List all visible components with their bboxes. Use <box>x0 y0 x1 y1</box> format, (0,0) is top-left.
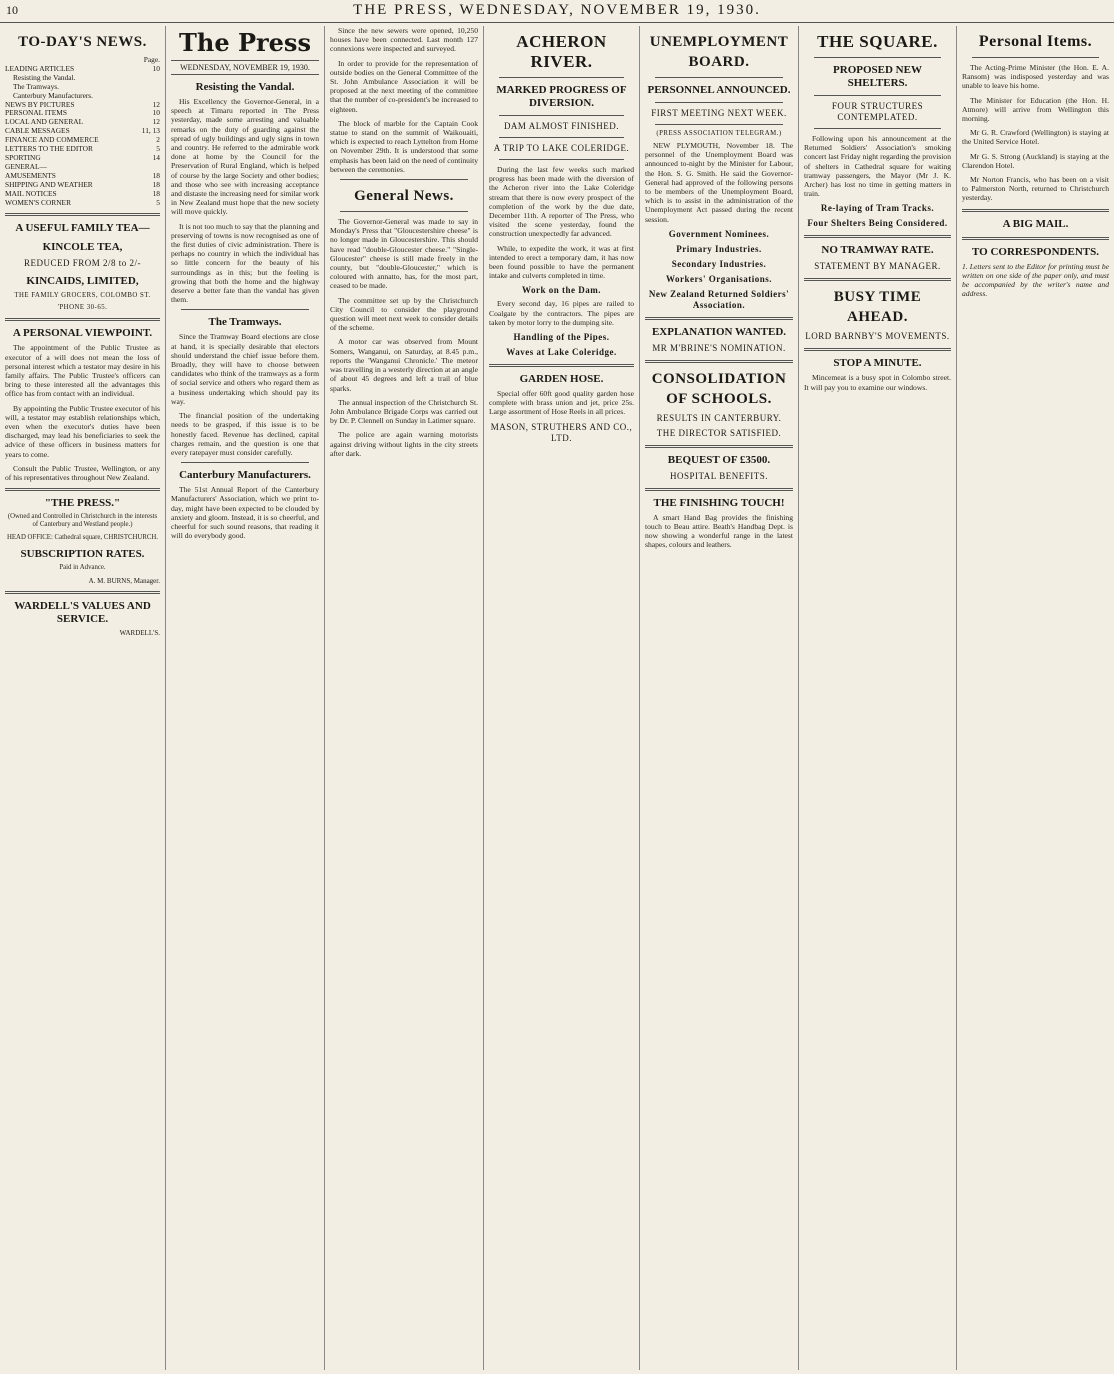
consolidation-heading: CONSOLIDATION OF SCHOOLS. <box>651 370 787 407</box>
bequest-heading: BEQUEST OF £3500. <box>667 453 771 466</box>
column-personal <box>957 26 1114 1370</box>
subscription-title: SUBSCRIPTION RATES. <box>20 548 145 561</box>
acheron-heading: ACHERON RIVER. <box>516 32 607 71</box>
news-paragraph: Since the new sewers were opened, 10,250 houses have been connected. Last month 127 connexions were inspected and surveyed. <box>330 26 478 54</box>
ad-tea-address: THE FAMILY GROCERS, COLOMBO ST. <box>14 292 151 300</box>
page-header <box>0 0 1114 23</box>
viewpoint-consult: Consult the Public Trustee, Wellington, or any of his representatives throughout New Zealand. <box>5 463 160 483</box>
member-group: Secondary Industries. <box>671 258 767 269</box>
personal-paragraph: Mr G. S. Strong (Auckland) is staying at the Clarendon Hotel. <box>962 151 1109 170</box>
page-label: Page. <box>143 55 160 64</box>
news-index <box>5 65 160 208</box>
garden-hose-text: Special offer 60ft good quality garden hose complete with brass union and jet, price 25s. Large assortment of Hose Reels in all prices. <box>489 389 634 417</box>
subscription-sign: A. M. BURNS, Manager. <box>88 577 160 586</box>
index-entry-label: WOMEN'S CORNER <box>5 197 72 207</box>
news-paragraph: A motor car was observed from Mount Somers, Wanganui, on Saturday, at 8.45 p.m., reports the 'Wanganui Chronicle.' The meteor was travelling in a westerly direction at an angle of about 45 degrees and left a trail of blue sparks. <box>330 337 478 393</box>
consolidation-subheading: RESULTS IN CANTERBURY. <box>656 412 782 423</box>
finishing-touch-text: A smart Hand Bag provides the finishing touch to Beau attire. Beath's Handbag Dept. is now showing a wonderful range in the latest shapes, colours and leathers. <box>645 512 793 550</box>
index-entry <box>5 199 160 208</box>
index-entry-page: 11, 13 <box>141 126 160 136</box>
column-general-news <box>325 26 483 1370</box>
press-owned: (Owned and Controlled in Christchurch in the interests of Canterbury and Westland people.) <box>7 513 158 529</box>
mbrine-heading: MR M'BRINE'S NOMINATION. <box>652 342 786 353</box>
acheron-subheading-2: DAM ALMOST FINISHED. <box>503 121 620 131</box>
index-entry-label: LEADING ARTICLES <box>5 63 75 73</box>
column-index <box>0 26 165 1370</box>
tramways-paragraph: The financial position of the undertaking needs to be grasped, if this issue is to be honestly faced. Revenue has declined, capital charges remain, and the question is one that every ratepayer must consider carefully. <box>171 411 319 457</box>
acheron-paragraph: While, to expedite the work, it was at first intended to erect a temporary dam, it has now been found possible to have the permanent intake and culverts completed in time. <box>489 243 634 281</box>
member-group: Primary Industries. <box>676 243 762 254</box>
index-entry-label: CABLE MESSAGES <box>5 126 70 136</box>
viewpoint-body-2: By appointing the Public Trustee executor of his will, a testator may establish relationships which, even when the executor's duties have been discharged, may lead his beneficiaries to seek the advice of these officers in business matters for years to come. <box>5 403 161 459</box>
canterbury-heading: Canterbury Manufacturers. <box>179 469 311 482</box>
index-entry-page: 18 <box>152 170 160 180</box>
vandal-paragraph: It is not too much to say that the planning and preserving of towns is now recognised as one of the first duties of civic administration. There is perhaps no country in which the individual has so little concern for the beauty of his surroundings as in this; but the feeling is growing that both the home and the highway deserve a better fate than the vandal has given them. <box>171 221 319 305</box>
ad-tea-price: REDUCED FROM 2/8 to 2/- <box>23 258 141 269</box>
todays-news-heading: TO-DAY'S NEWS. <box>18 34 147 50</box>
ad-tea-company: KINCAIDS, LIMITED, <box>26 275 139 288</box>
masthead: The Press <box>179 28 311 57</box>
column-square <box>799 26 956 1370</box>
index-entry-label: SHIPPING AND WEATHER <box>5 179 93 189</box>
canterbury-paragraph: The 51st Annual Report of the Canterbury Manufacturers' Association, which we print to-day, might have been expected to be clouded by anxiety and gloom. Instead, it is so cheerful, and cheerful for such sound reasons, that reading it will do everybody good. <box>171 485 319 541</box>
member-group: Government Nominees. <box>668 228 770 239</box>
index-entry-label: MAIL NOTICES <box>5 188 57 198</box>
subscription-note: Paid in Advance. <box>59 564 106 572</box>
index-entry-page: 18 <box>152 179 160 189</box>
index-entry-label: Canterbury Manufacturers. <box>13 90 94 100</box>
wardell-title: WARDELL'S VALUES AND SERVICE. <box>14 600 151 626</box>
acheron-subheading-3: A TRIP TO LAKE COLERIDGE. <box>493 143 630 153</box>
acheron-subheading: MARKED PROGRESS OF DIVERSION. <box>496 84 627 109</box>
index-entry-label: NEWS BY PICTURES <box>5 99 75 109</box>
square-subheading-2: FOUR STRUCTURES CONTEMPLATED. <box>831 101 924 122</box>
viewpoint-body: The appointment of the Public Trustee as executor of a will does not mean the loss of personal interest which a testator may desire in his family affairs. The Public Trustee's officers can bring to these interested all the advantages this office has from contact with an individual. <box>5 343 160 399</box>
index-entry-page: 2 <box>156 135 160 145</box>
index-entry-label: GENERAL— <box>5 161 47 171</box>
news-paragraph: The committee set up by the Christchurch City Council to consider the playground question will meet next week to consider details of the scheme. <box>330 295 478 333</box>
big-mail-heading: A BIG MAIL. <box>1002 217 1069 230</box>
index-entry-page: 5 <box>156 197 160 207</box>
waves-heading: Waves at Lake Coleridge. <box>506 347 617 358</box>
column-unemployment <box>640 26 798 1370</box>
index-entry-label: Resisting the Vandal. <box>13 72 76 82</box>
explanation-heading: EXPLANATION WANTED. <box>651 325 787 338</box>
column-acheron <box>484 26 639 1370</box>
index-entry-page: 10 <box>152 108 160 118</box>
index-entry-label: LETTERS TO THE EDITOR <box>5 144 93 154</box>
busy-time-subheading: LORD BARNBY'S MOVEMENTS. <box>805 331 950 342</box>
tramways-paragraph: Since the Tramway Board elections are close at hand, it is specially desirable that electors should understand the chief issue before them. Broadly, they will have to choose between candidates who think of the tramways as a form of social service and others who regard them as a business undertaking which should pay its way. <box>171 332 319 406</box>
vandal-heading: Resisting the Vandal. <box>195 81 295 93</box>
index-entry-page: 18 <box>152 188 160 198</box>
news-paragraph: In order to provide for the representation of outside bodies on the General Committee of the St. John Ambulance Association it will be proposed at the next meeting of the committee that the number of co-president's be increased to eighteen. <box>330 58 478 114</box>
work-on-dam-heading: Work on the Dam. <box>521 285 601 296</box>
ad-tea-title: A USEFUL FAMILY TEA— <box>15 222 150 235</box>
index-entry-page: 10 <box>152 63 160 73</box>
square-paragraph: Following upon his announcement at the Returned Soldiers' Association's smoking concert last Friday night regarding the provision of shelters in Cathedral square for waiting tramway passengers, the Mayor (Mr J. K. Archer) has lost no time in getting matters in train. <box>804 134 951 199</box>
relaying-heading: Re-laying of Tram Tracks. <box>820 203 935 214</box>
news-paragraph: The Governor-General was made to say in Monday's Press that "Gloucestershire cheese" is no longer made in Gloucestershire. This should have read "double-Gloucester cheese." "Single-Gloucester" cheese is still made freely in the county, but "double-Gloucester," which is coloured with annatto, has, for the most part, ceased to be made. <box>330 217 478 291</box>
index-entry-label: AMUSEMENTS <box>5 170 56 180</box>
handling-pipes-heading: Handling of the Pipes. <box>513 332 610 343</box>
press-office: HEAD OFFICE: Cathedral square, CHRISTCHURCH. <box>6 534 159 542</box>
unemployment-subheading: PERSONNEL ANNOUNCED. <box>647 84 791 96</box>
correspondents-heading: TO CORRESPONDENTS. <box>972 245 1099 258</box>
ad-tea-name: KINCOLE TEA, <box>42 241 123 254</box>
personal-paragraph: The Minister for Education (the Hon. H. Atmore) will arrive from Wellington this morning. <box>962 95 1109 124</box>
member-group: Workers' Organisations. <box>665 273 772 284</box>
general-news-heading: General News. <box>354 188 454 205</box>
garden-hose-company: MASON, STRUTHERS AND CO., LTD. <box>490 421 633 443</box>
index-entry-label: The Tramways. <box>13 81 59 91</box>
acheron-paragraph: Every second day, 16 pipes are railed to Coalgate by the contractors. The pipes are taken by motor lorry to the dumping site. <box>489 299 634 327</box>
unemployment-subheading-2: FIRST MEETING NEXT WEEK. <box>651 108 787 118</box>
personal-items-heading: Personal Items. <box>978 33 1093 50</box>
editorial-date: WEDNESDAY, NOVEMBER 19, 1930. <box>171 60 319 75</box>
consolidation-subheading-2: THE DIRECTOR SATISFIED. <box>656 427 782 438</box>
personal-paragraph: Mr G. R. Crawford (Wellington) is staying at the United Service Hotel. <box>962 128 1109 147</box>
page-number: 10 <box>6 3 18 17</box>
correspondents-text: 1. Letters sent to the Editor for printing must be written on one side of the paper only, and must be accompanied by the writer's name and address. <box>962 261 1109 299</box>
bequest-subheading: HOSPITAL BENEFITS. <box>670 470 768 481</box>
index-entry-page: 12 <box>152 99 160 109</box>
viewpoint-title: A PERSONAL VIEWPOINT. <box>12 327 153 340</box>
member-group: New Zealand Returned Soldiers' Association. <box>648 288 790 310</box>
index-entry-page: 5 <box>156 144 160 154</box>
wardell-sign: WARDELL'S. <box>119 629 160 638</box>
personal-paragraph: The Acting-Prime Minister (the Hon. E. A. Ransom) was indisposed yesterday and was unable to leave his home. <box>962 63 1109 91</box>
acheron-paragraph: During the last few weeks such marked progress has been made with the diversion of the Acheron river into the Lake Coleridge stream that there is now every prospect of the completion of the work by the due date, December 11th. A reporter of The Press, who visited the scene yesterday, found the construction unexpectedly far advanced. <box>489 165 634 239</box>
garden-hose-heading: GARDEN HOSE. <box>519 373 604 386</box>
press-title: "THE PRESS." <box>44 497 121 510</box>
vandal-paragraph: His Excellency the Governor-General, in a speech at Timaru reported in The Press yesterday, made some arresting and valuable remarks on the duty of guarding against the spread of ugly buildings and ugly signs in town and country. He referred to the admirable work done at home by the Council for the Preservation of Rural England, which is helped of course by the large Society and other bodies; and those who see with increasing acceptance and distaste the increasing need for similar work in New Zealand must hope that the new society will move quickly. <box>171 97 319 217</box>
index-entry-page: 12 <box>152 117 160 127</box>
ad-tea-phone: 'PHONE 30-65. <box>57 304 108 312</box>
index-entry-label: LOCAL AND GENERAL <box>5 117 84 127</box>
square-heading: THE SQUARE. <box>817 32 938 51</box>
unemployment-paragraph: NEW PLYMOUTH, November 18. The personnel of the Unemployment Board was announced to-night by the Minister for Labour, the Hon. S. G. Smith. He said the Governor-General had approved of the following persons to be members of the Unemployment Board, which is to assist in the administration of the Unemployment Act passed during the recent session. <box>645 141 793 224</box>
finishing-touch-heading: THE FINISHING TOUCH! <box>653 496 785 509</box>
index-entry-page: 14 <box>152 152 160 162</box>
tramway-rate-subheading: STATEMENT BY MANAGER. <box>814 261 941 272</box>
shelters-heading: Four Shelters Being Considered. <box>807 218 948 229</box>
news-paragraph: The block of marble for the Captain Cook statue to stand on the summit of Waikouaiti, which is expected to reach Lyttelton from Home on November 29th. It is understood that some emphasis has been laid on the need of continuity between the ceremonies. <box>330 118 478 174</box>
news-paragraph: The police are again warning motorists against driving without lights in the city streets after dark. <box>330 430 478 458</box>
page-header-title: THE PRESS, WEDNESDAY, NOVEMBER 19, 1930. <box>353 2 761 18</box>
news-paragraph: The annual inspection of the Christchurch St. John Ambulance Brigade Corps was carried out by Dr. P. Clennell on Sunday in Latimer square. <box>330 397 478 426</box>
personal-paragraph: Mr Norton Francis, who has been on a visit to Palmerston North, returned to Christchurch yesterday. <box>962 175 1109 203</box>
press-association-line: (PRESS ASSOCIATION TELEGRAM.) <box>656 130 782 137</box>
index-entry-label: PERSONAL ITEMS <box>5 108 67 118</box>
square-subheading: PROPOSED NEW SHELTERS. <box>833 64 922 89</box>
column-editorial <box>166 26 324 1370</box>
busy-time-heading: BUSY TIME AHEAD. <box>833 289 922 326</box>
stop-minute-heading: STOP A MINUTE. <box>833 357 922 370</box>
index-entry-label: FINANCE AND COMMERCE <box>5 135 99 145</box>
unemployment-heading: UNEMPLOYMENT BOARD. <box>649 34 789 70</box>
stop-minute-text: Mincemeat is a busy spot in Colombo street. It will pay you to examine our windows. <box>804 373 951 392</box>
tramway-rate-heading: NO TRAMWAY RATE. <box>821 244 934 257</box>
tramways-heading: The Tramways. <box>208 316 282 329</box>
index-entry-label: SPORTING <box>5 152 41 162</box>
